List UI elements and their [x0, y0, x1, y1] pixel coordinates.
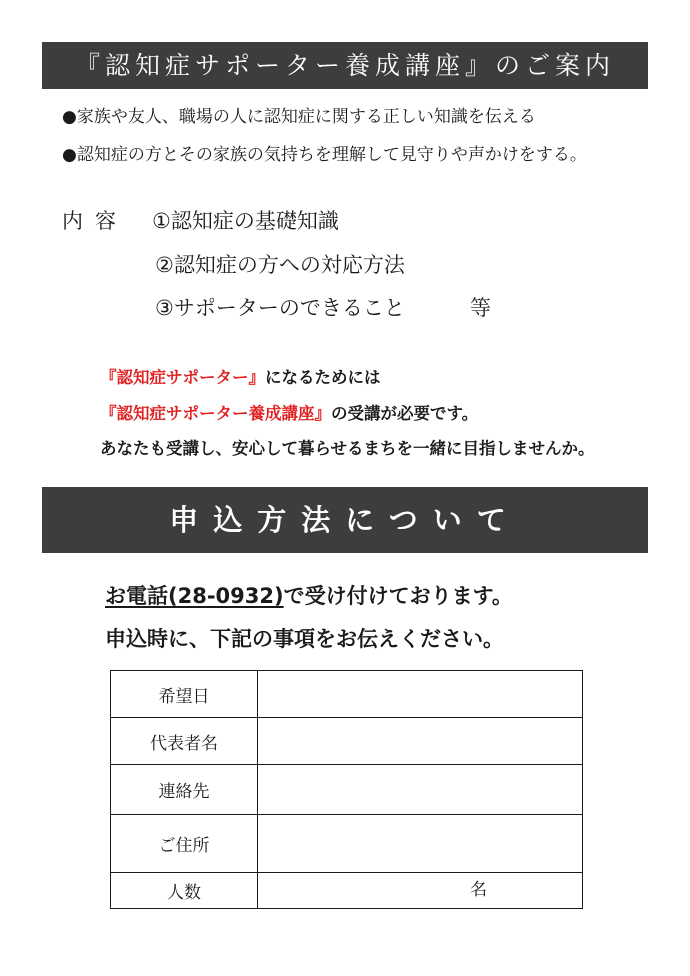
guide-title: 『認知症サポーター養成講座』のご案内 [74, 51, 615, 80]
form-row-address [111, 815, 583, 873]
notice-highlight-2: 『認知症サポーター養成講座』 [100, 404, 331, 423]
phone-number: お電話(28-0932) [105, 584, 284, 608]
form-label-address: ご住所 [111, 815, 258, 873]
form-label-date: 希望日 [111, 671, 258, 718]
notice-text-2: の受講が必要です。 [331, 404, 479, 423]
form-row-representative [111, 718, 583, 765]
guide-title-banner [42, 42, 648, 89]
phone-line [105, 580, 513, 610]
form-field-count[interactable] [258, 873, 583, 909]
form-row-contact [111, 765, 583, 815]
bullet-item-1: ●家族や友人、職場の人に認知症に関する正しい知識を伝える [62, 107, 536, 127]
bullet-item-2: ●認知症の方とその家族の気持ちを理解して見守りや声かけをする。 [62, 145, 587, 165]
phone-text: で受け付けております。 [283, 584, 513, 608]
form-field-representative[interactable] [258, 718, 583, 765]
form-field-address[interactable] [258, 815, 583, 873]
form-field-date[interactable] [258, 671, 583, 718]
notice-line-3: あなたも受講し、安心して暮らせるまちを一緒に目指しませんか。 [100, 439, 595, 458]
application-title-banner [42, 487, 648, 553]
content-label: 内容 [62, 209, 128, 233]
form-label-contact: 連絡先 [111, 765, 258, 815]
form-label-count: 人数 [111, 873, 258, 909]
content-suffix: 等 [470, 296, 491, 320]
notice-line-2 [100, 400, 478, 424]
content-item-3: ③サポーターのできること [155, 296, 405, 320]
notice-line-1 [100, 364, 381, 388]
form-field-contact[interactable] [258, 765, 583, 815]
instruction-line: 申込時に、下記の事項をお伝えください。 [105, 627, 504, 651]
form-label-representative: 代表者名 [111, 718, 258, 765]
form-row-count [111, 873, 583, 909]
application-title: 申込方法について [169, 503, 521, 537]
form-count-unit: 名 [470, 880, 487, 900]
content-item-1: ①認知症の基礎知識 [152, 209, 339, 233]
application-form-table [110, 670, 583, 909]
content-item-2: ②認知症の方への対応方法 [155, 253, 405, 277]
notice-highlight-1: 『認知症サポーター』 [100, 368, 265, 387]
form-row-date [111, 671, 583, 718]
notice-text-1: になるためには [265, 368, 381, 387]
